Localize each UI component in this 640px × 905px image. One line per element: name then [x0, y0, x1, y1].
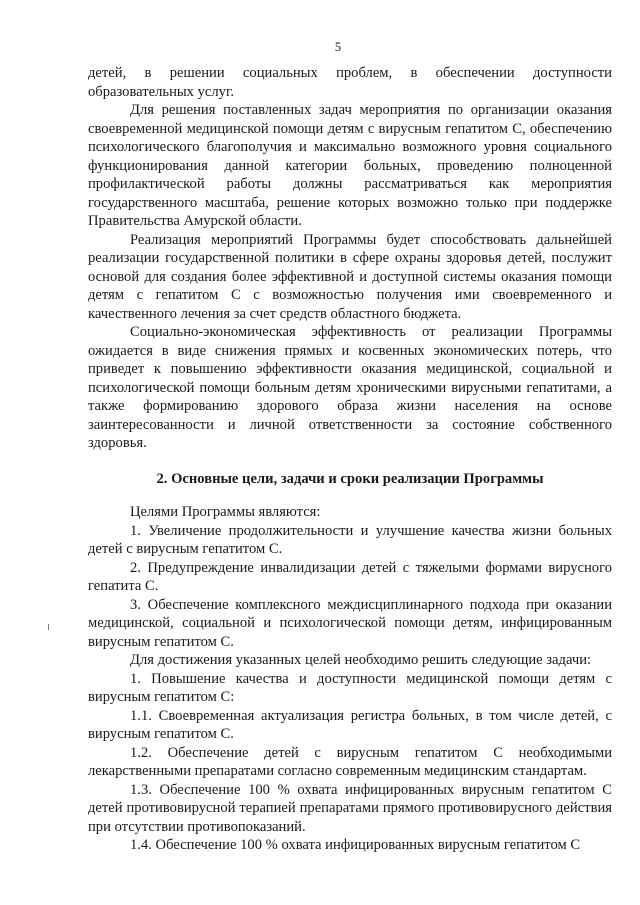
paragraph-tasks-intro: Для достижения указанных целей необходимо решить следующие задачи:	[130, 652, 592, 668]
scan-mark	[48, 624, 49, 630]
goal-item-3: 3. Обеспечение комплексного междисциплинарного подхода при оказании медицинской, социальной и психологической помощи детям, инфицированным вирусным гепатитом С.	[88, 596, 612, 650]
paragraph-socio-economic-efficiency: Социально-экономическая эффективность от реализации Программы ожидается в виде снижения прямых и косвенных экономических потерь, что приведет к повышению эффективности оказания медицинской, социальной и психологической помощи больным детям хроническими вирусными гепатитами, а также формированию здорового образа жизни населения на основе заинтересованности и личной ответственности за состояние собственного здоровья.	[88, 324, 612, 451]
page-number: 5	[334, 40, 342, 54]
task-item-1-4: 1.4. Обеспечение 100 % охвата инфицированных вирусным гепатитом С	[130, 837, 581, 853]
task-item-1-1: 1.1. Своевременная актуализация регистра больных, в том числе детей, с вирусным гепатитом С.	[88, 707, 612, 742]
goal-item-1: 1. Увеличение продолжительности и улучшение качества жизни больных детей с вирусным гепатитом С.	[88, 522, 612, 557]
paragraph-program-implementation: Реализация мероприятий Программы будет способствовать дальнейшей реализации государственной политики в сфере охраны здоровья детей, послужит основой для создания более эффективной и доступной системы оказания помощи детям с гепатитом С с возможностью получения ими своевременного и качественного лечения за счет средств областного бюджета.	[88, 231, 612, 322]
goal-item-2: 2. Предупреждение инвалидизации детей с тяжелыми формами вирусного гепатита С.	[88, 559, 612, 594]
paragraph-tasks-measures: Для решения поставленных задач мероприятия по организации оказания своевременной медицинской помощи детям с вирусным гепатитом С, обеспечению психологического благополучия и максимально возможного уровня социального функционирования данной категории больных, проведению полноценной профилактической работы должны рассматриваться как мероприятия государственного масштаба, решение которых возможно только при поддержке Правительства Амурской области.	[88, 102, 612, 229]
task-item-1-2: 1.2. Обеспечение детей с вирусным гепатитом С необходимыми лекарственными препаратами согласно современным медицинским стандартам.	[88, 744, 612, 779]
paragraph-goals-intro: Целями Программы являются:	[130, 504, 321, 520]
paragraph-continuation: детей, в решении социальных проблем, в обеспечении доступности образовательных услуг.	[88, 65, 612, 100]
task-item-1-3: 1.3. Обеспечение 100 % охвата инфицированных вирусным гепатитом С детей противовирусной терапией препаратами прямого противовирусного действия при отсутствии противопоказаний.	[88, 781, 612, 835]
task-item-1: 1. Повышение качества и доступности медицинской помощи детям с вирусным гепатитом С:	[88, 670, 612, 705]
section-heading: 2. Основные цели, задачи и сроки реализации Программы	[156, 470, 544, 487]
